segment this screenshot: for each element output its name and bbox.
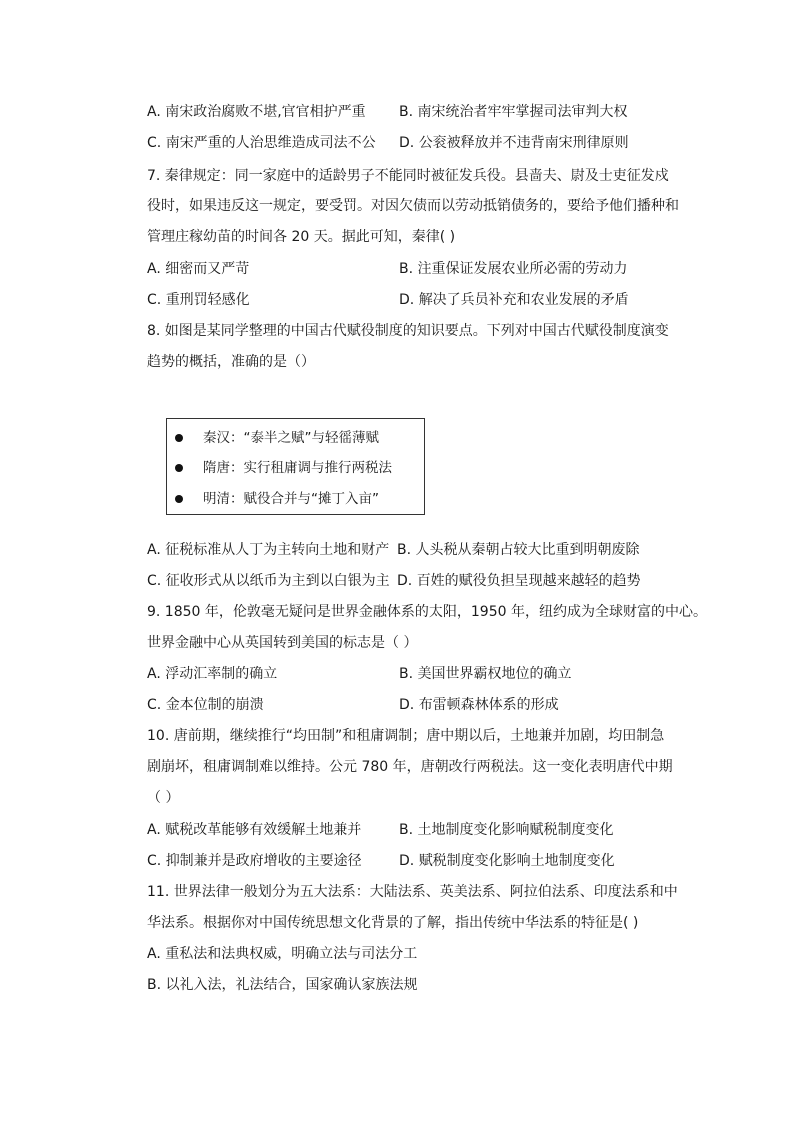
q11-stem-line-2: 华法系。根据你对中国传统思想文化背景的了解，指出传统中华法系的特征是( ) [147, 915, 639, 931]
q7-stem-line-3: 管理庄稼幼苗的时间各 20 天。据此可知，秦律( ) [147, 229, 456, 245]
q8-box-item [167, 428, 426, 448]
q8-option-c[interactable]: C. 征收形式从以纸币为主到以白银为主 [147, 573, 390, 589]
bullet-icon [175, 464, 183, 472]
q8-option-d[interactable]: D. 百姓的赋役负担呈现越来越轻的趋势 [397, 573, 641, 589]
q7-option-a[interactable]: A. 细密而又严苛 [147, 261, 250, 277]
q6-option-c[interactable]: C. 南宋严重的人治思维造成司法不公 [147, 135, 376, 151]
q8-stem-line-2: 趋势的概括，准确的是（） [147, 354, 315, 370]
q8-option-b[interactable]: B. 人头税从秦朝占较大比重到明朝废除 [397, 542, 640, 558]
q7-option-c[interactable]: C. 重刑罚轻感化 [147, 292, 250, 308]
q10-stem-line-3: （ ） [147, 790, 180, 806]
q8-box-item [167, 458, 426, 478]
q9-stem-line-1: 9. 1850 年，伦敦毫无疑问是世界金融体系的太阳，1950 年，纽约成为全球财富的中心。 [147, 604, 707, 620]
q9-option-b[interactable]: B. 美国世界霸权地位的确立 [399, 666, 572, 682]
q8-box-item [167, 489, 426, 509]
q7-stem-line-1: 7. 秦律规定：同一家庭中的适龄男子不能同时被征发兵役。县啬夫、尉及士吏征发戍 [147, 168, 669, 184]
q10-option-a[interactable]: A. 赋税改革能够有效缓解土地兼并 [147, 822, 362, 838]
q8-options-row-2 [147, 571, 667, 591]
q8-box-item-text: 秦汉：“泰半之赋”与轻徭薄赋 [203, 430, 379, 446]
bullet-icon [175, 495, 183, 503]
q6-option-a[interactable]: A. 南宋政治腐败不堪,官官相护严重 [147, 104, 366, 120]
q7-option-b[interactable]: B. 注重保证发展农业所必需的劳动力 [399, 261, 628, 277]
q6-option-d[interactable]: D. 公衮被释放并不违背南宋刑律原则 [399, 135, 629, 151]
q8-options-row-1 [147, 540, 667, 560]
q7-stem-line-2: 役时，如果违反这一规定，要受罚。对因欠债而以劳动抵销债务的，要给予他们播种和 [147, 198, 679, 214]
q6-option-b[interactable]: B. 南宋统治者牢牢掌握司法审判大权 [399, 104, 628, 120]
q7-options-row-2 [147, 290, 667, 310]
q9-stem-line-2: 世界金融中心从英国转到美国的标志是（ ） [147, 635, 418, 651]
q9-option-c[interactable]: C. 金本位制的崩溃 [147, 697, 264, 713]
q10-stem-line-1: 10. 唐前期，继续推行“均田制”和租庸调制；唐中期以后，土地兼并加剧，均田制急 [147, 728, 665, 744]
q10-stem-line-2: 剧崩坏，租庸调制难以维持。公元 780 年，唐朝改行两税法。这一变化表明唐代中期 [147, 759, 673, 775]
q7-option-d[interactable]: D. 解决了兵员补充和农业发展的矛盾 [399, 292, 629, 308]
q10-option-b[interactable]: B. 土地制度变化影响赋税制度变化 [399, 822, 614, 838]
q9-option-a[interactable]: A. 浮动汇率制的确立 [147, 666, 278, 682]
q10-option-d[interactable]: D. 赋税制度变化影响土地制度变化 [399, 853, 615, 869]
q8-knowledge-box [166, 418, 425, 515]
q7-options-row-1 [147, 259, 667, 279]
q11-option-b[interactable]: B. 以礼入法，礼法结合，国家确认家族法规 [147, 977, 418, 993]
q8-stem-line-1: 8. 如图是某同学整理的中国古代赋役制度的知识要点。下列对中国古代赋役制度演变 [147, 323, 669, 339]
q9-option-d[interactable]: D. 布雷顿森林体系的形成 [399, 697, 559, 713]
q10-option-c[interactable]: C. 抑制兼并是政府增收的主要途径 [147, 853, 362, 869]
q6-options-row-2 [147, 133, 667, 153]
q8-option-a[interactable]: A. 征税标准从人丁为主转向土地和财产 [147, 542, 390, 558]
q9-options-row-2 [147, 695, 667, 715]
q9-options-row-1 [147, 664, 667, 684]
q8-box-item-text: 明清：赋役合并与“摊丁入亩” [203, 491, 379, 507]
q8-box-item-text: 隋唐：实行租庸调与推行两税法 [203, 460, 392, 476]
q10-options-row-2 [147, 851, 667, 871]
q10-options-row-1 [147, 820, 667, 840]
q11-stem-line-1: 11. 世界法律一般划分为五大法系：大陆法系、英美法系、阿拉伯法系、印度法系和中 [147, 884, 678, 900]
q6-options-row-1 [147, 102, 667, 122]
bullet-icon [175, 434, 183, 442]
q11-option-a[interactable]: A. 重私法和法典权威，明确立法与司法分工 [147, 946, 418, 962]
